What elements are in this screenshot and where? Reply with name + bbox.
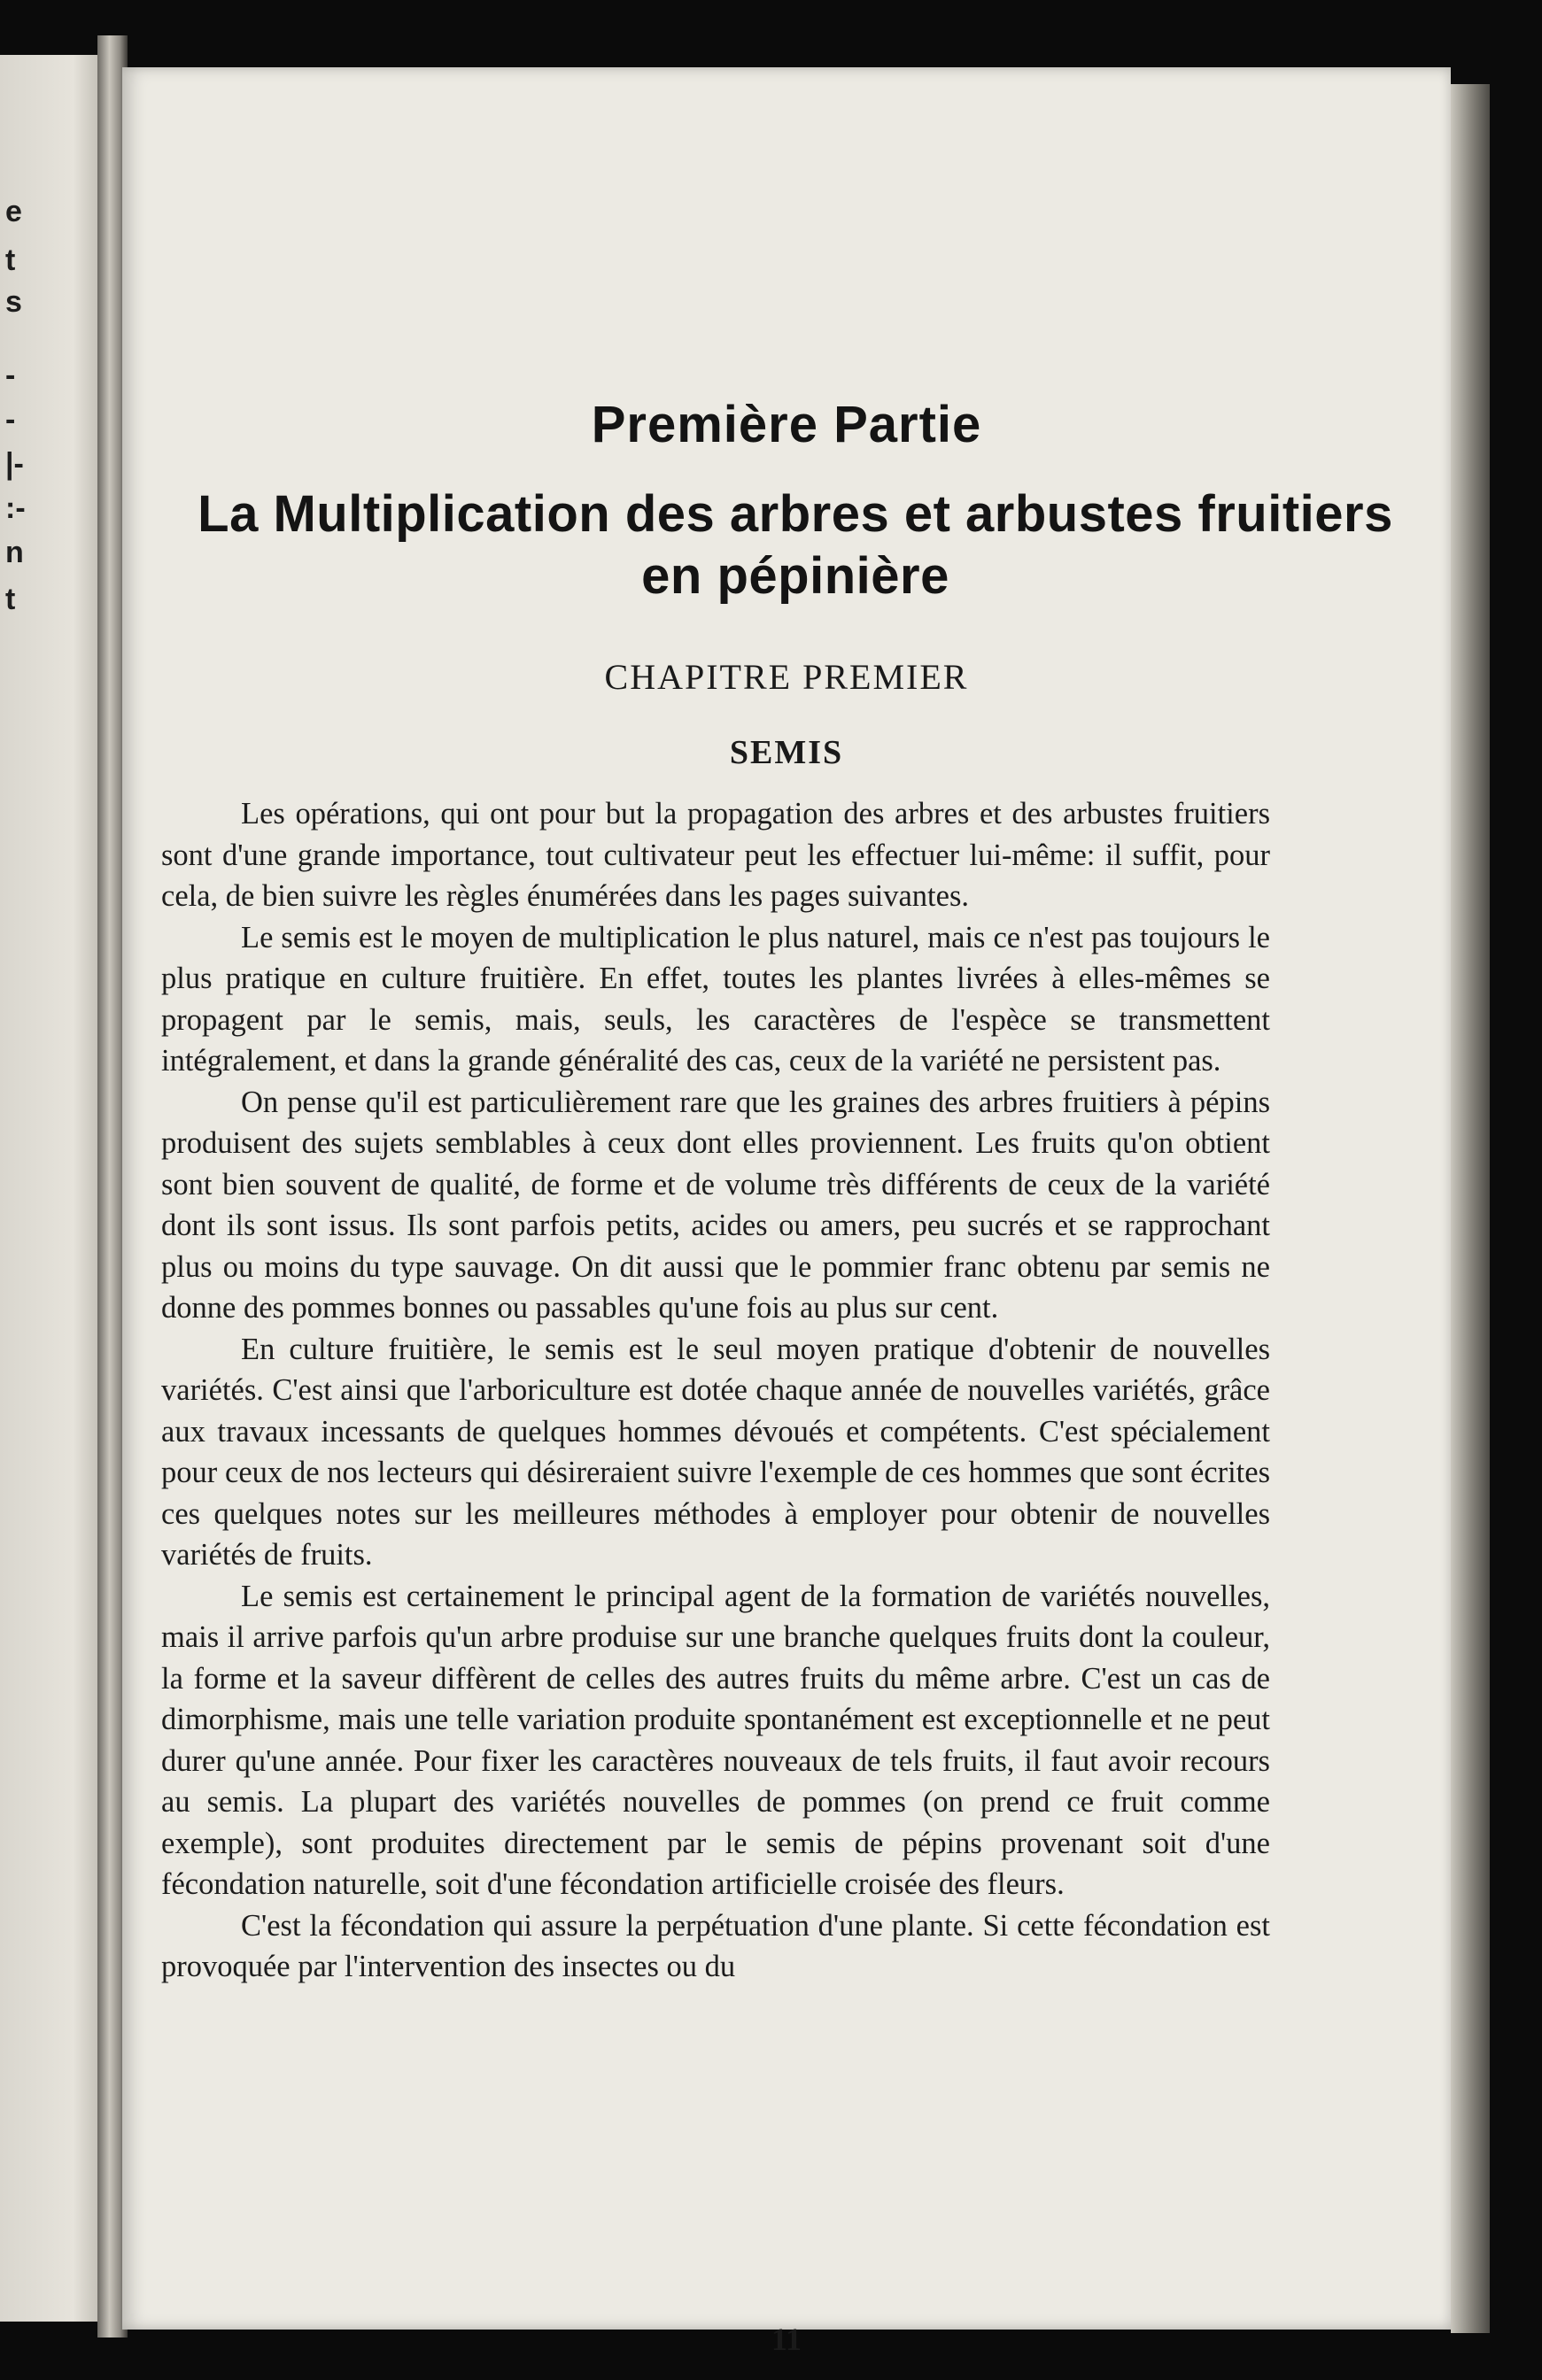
previous-page-edge <box>0 55 105 2322</box>
margin-fragment: :- <box>5 491 26 525</box>
paragraph: Le semis est certainement le principal agent de la formation de variétés nouvelles, mais il arrive parfois qu'un arbre produise sur une branche quelques fruits dont la couleur, la forme et la saveur diffèrent de celles des autres fruits du même arbre. C'est un cas de dimorphisme, mais une telle variation produite spontanément est exceptionnelle et ne peut durer qu'une année. Pour fixer les caractères nouveaux de tels fruits, il faut avoir recours au semis. La plupart des variétés nouvelles de pommes (on prend ce fruit comme exemple), sont produites directement par le semis de pépins provenant soit d'une fécondation naturelle, soit d'une fécondation artificielle croisée des fleurs. <box>161 1579 1270 1901</box>
margin-fragment: t <box>5 243 16 277</box>
paragraph: En culture fruitière, le semis est le seul moyen pratique d'obtenir de nouvelles variétés. C'est ainsi que l'arboriculture est dotée chaque année de nouvelles variétés, grâce aux travaux incessants de quelques hommes dévoués et compétents. C'est spécialement pour ceux de nos lecteurs qui désireraient suivre l'exemple de ces hommes que sont écrites ces quelques notes sur les meilleures méthodes à employer pour obtenir de nouvelles variétés de fruits. <box>161 1332 1270 1572</box>
margin-fragment: - <box>5 403 16 437</box>
paragraph: Les opérations, qui ont pour but la propagation des arbres et des arbustes fruitiers sont d'une grande importance, tout cultivateur peut les effectuer lui-même: il suffit, pour cela, de bien suivre les règles énumérées dans les pages suivantes. <box>161 797 1270 913</box>
chapter-heading: La Multiplication des arbres et arbustes fruitiers en pépinière <box>198 485 1393 605</box>
paragraph: Le semis est le moyen de multiplication le plus naturel, mais ce n'est pas toujours le plus pratique en culture fruitière. En effet, toutes les plantes livrées à elles-mêmes se propagent par le semis, mais, seuls, les caractères de l'espèce se transmettent intégralement, et dans la grande généralité des cas, ceux de la variété ne persistent pas. <box>161 920 1270 1078</box>
margin-fragment: n <box>5 536 24 569</box>
paragraph: C'est la fécondation qui assure la perpétuation d'une plante. Si cette fécondation est provoquée par l'intervention des insectes ou du <box>161 1908 1270 1983</box>
margin-fragment: |- <box>5 447 24 481</box>
page-stack-edge <box>1451 84 1490 2333</box>
margin-fragment: e <box>5 195 22 228</box>
book-page <box>122 67 1451 2357</box>
page-number: 11 <box>771 2322 802 2357</box>
paragraph: On pense qu'il est particulièrement rare que les graines des arbres fruitiers à pépins produisent des sujets semblables à ceux dont elles proviennent. Les fruits qu'on obtient sont bien souvent de qualité, de forme et de volume très différents de ceux de la variété dont ils sont issus. Ils sont parfois petits, acides ou amers, peu sucrés et se rapprochant plus ou moins du type sauvage. On dit aussi que le pommier franc obtenu par semis ne donne des pommes bonnes ou passables qu'une fois au plus sur cent. <box>161 1085 1270 1325</box>
part-title: Première Partie <box>591 396 982 453</box>
body-text <box>161 793 1270 1988</box>
margin-fragment: - <box>5 359 16 392</box>
section-title: SEMIS <box>729 734 844 771</box>
margin-fragment: t <box>5 583 16 616</box>
chapter-number: CHAPITRE PREMIER <box>604 657 969 697</box>
margin-fragment: s <box>5 285 22 319</box>
